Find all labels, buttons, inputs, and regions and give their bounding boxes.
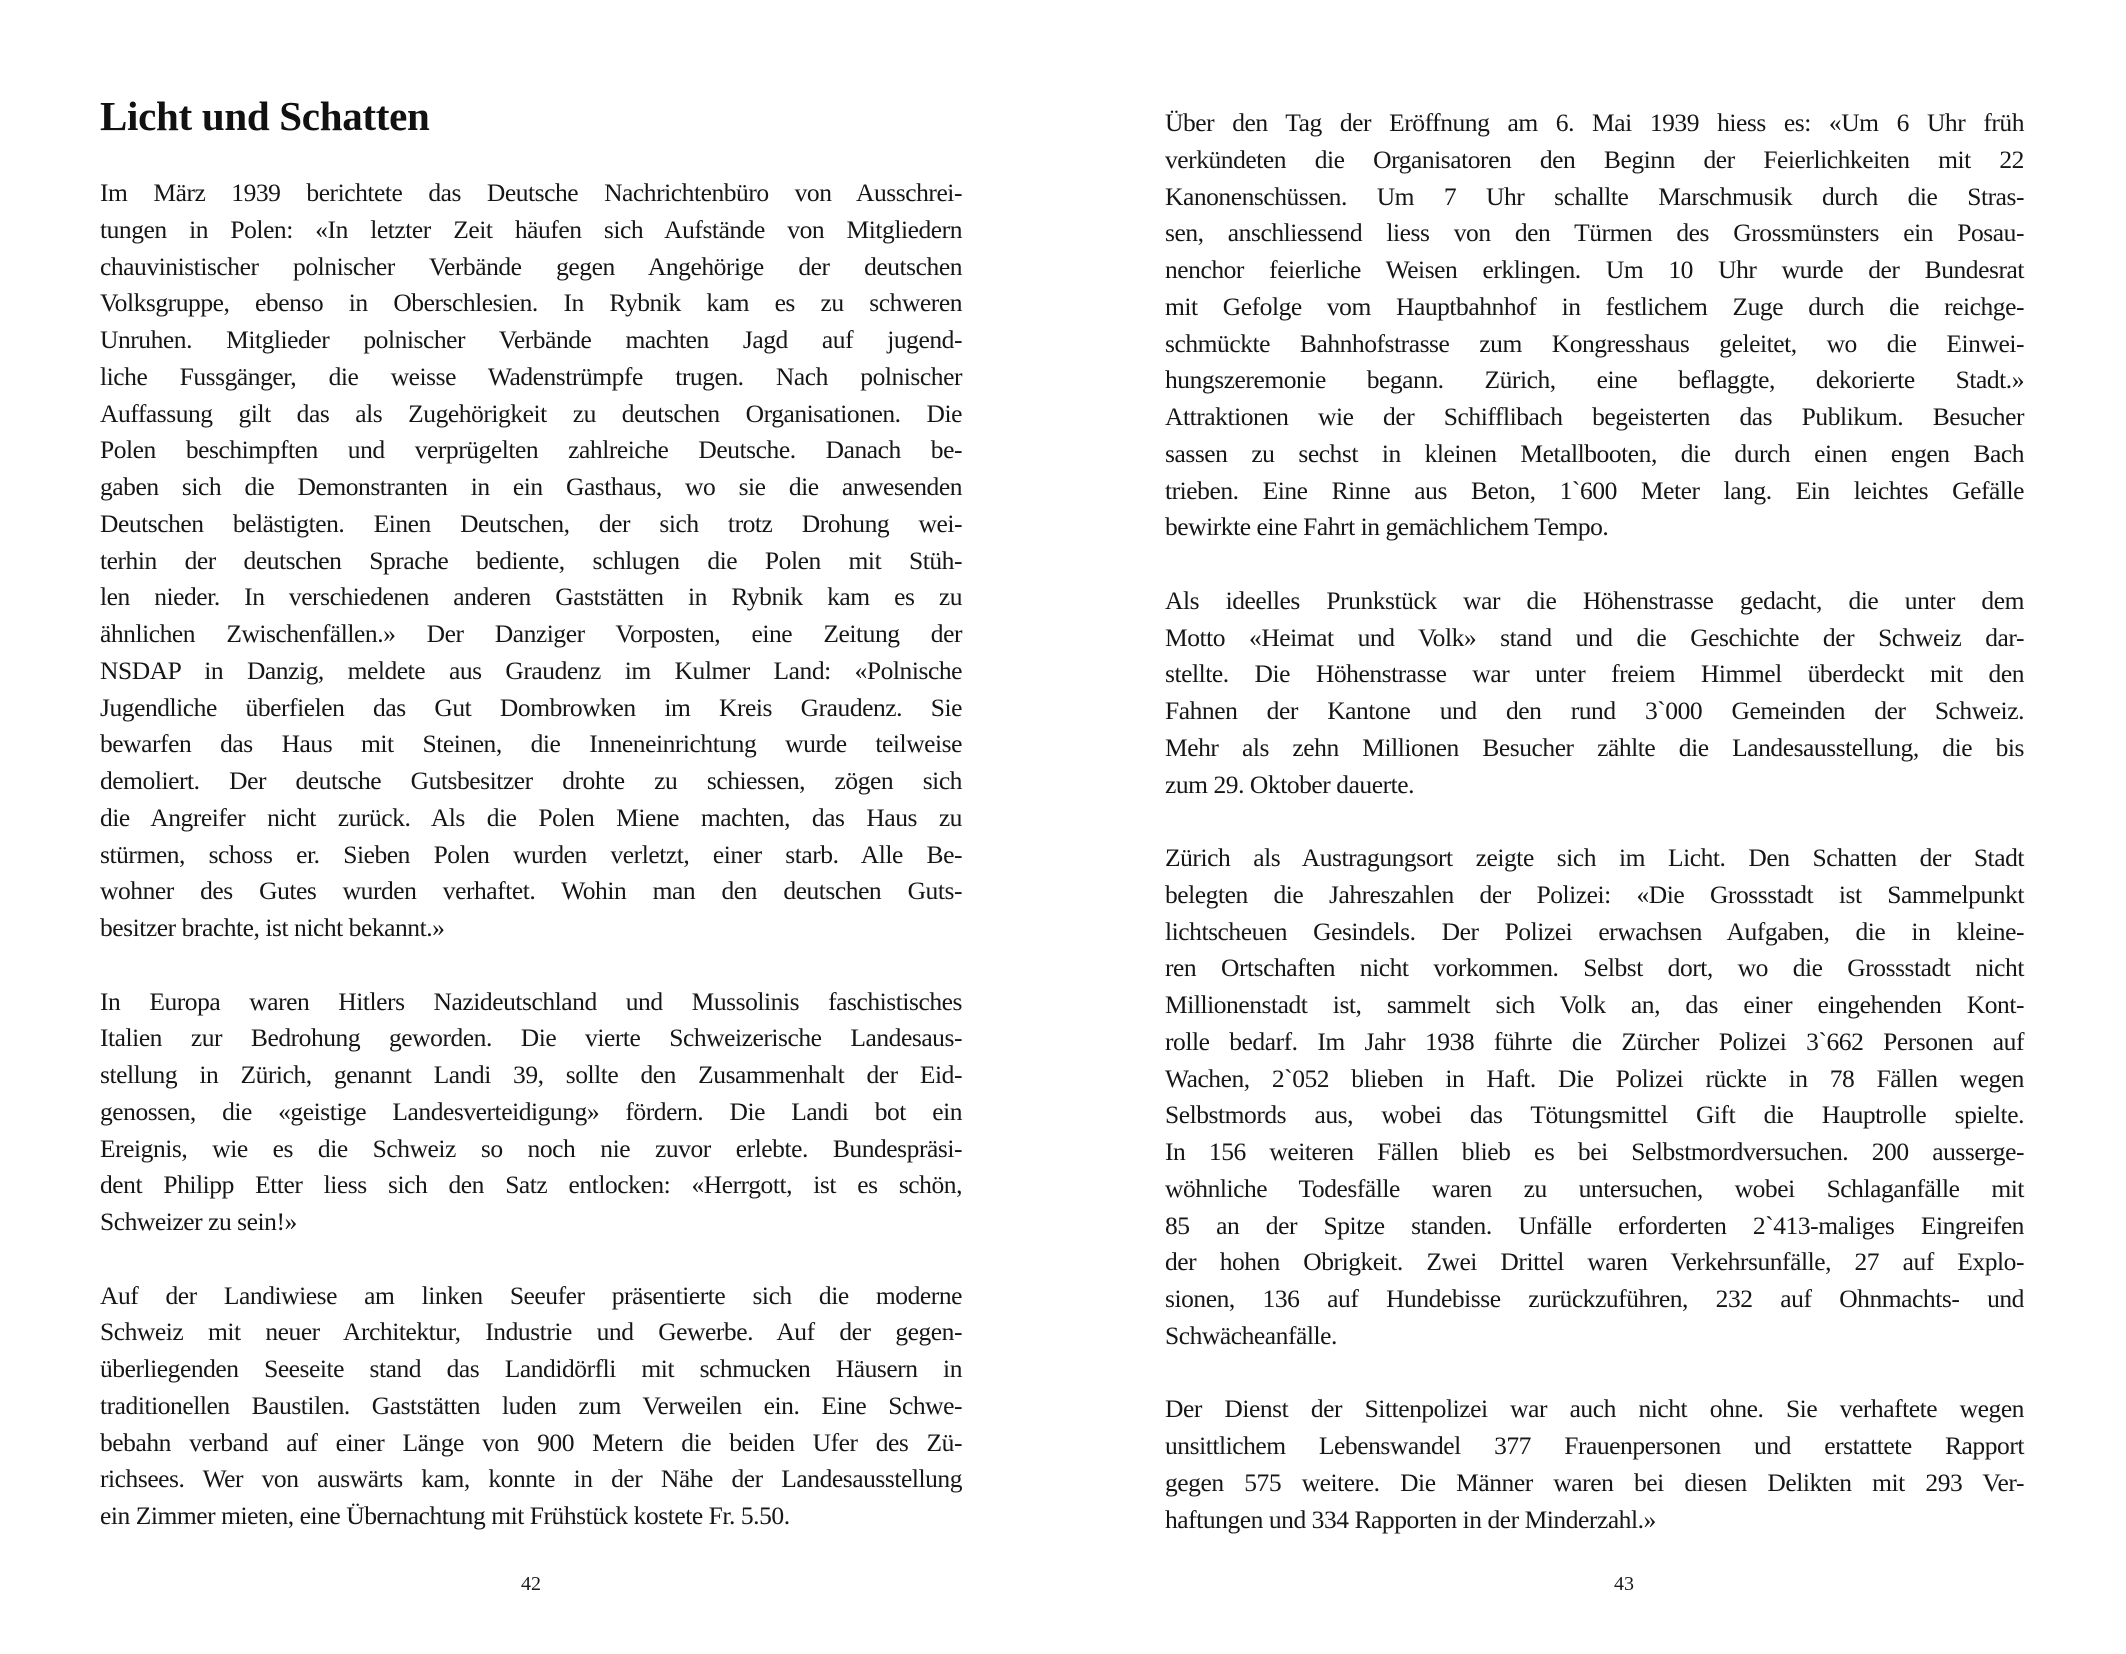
page-number-right: 43 bbox=[1614, 1573, 1634, 1595]
text-line: gaben sich die Demonstranten in ein Gasthaus, wo sie die anwesenden bbox=[100, 472, 962, 501]
text-line: Im März 1939 berichtete das Deutsche Nachrichtenbüro von Ausschrei- bbox=[100, 178, 962, 207]
text-line: nenchor feierliche Weisen erklingen. Um 10 Uhr wurde der Bundesrat bbox=[1165, 255, 2024, 284]
text-line: bebahn verband auf einer Länge von 900 Metern die beiden Ufer des Zü- bbox=[100, 1427, 962, 1457]
text-line: genossen, die «geistige Landesverteidigung» fördern. Die Landi bot ein bbox=[100, 1096, 962, 1126]
text-line: sassen zu sechst in kleinen Metallbooten, die durch einen engen Bach bbox=[1165, 438, 2024, 468]
text-line: dent Philipp Etter liess sich den Satz entlocken: «Herrgott, ist es schön, bbox=[100, 1170, 962, 1200]
text-line: verkündeten die Organisatoren den Beginn der Feierlichkeiten mit 22 bbox=[1165, 144, 2024, 174]
text-line: gegen 575 weitere. Die Männer waren bei diesen Delikten mit 293 Ver- bbox=[1165, 1467, 2024, 1497]
text-line: bewarfen das Haus mit Steinen, die Inneneinrichtung wurde teilweise bbox=[100, 729, 962, 759]
text-line: Schwächeanfälle. bbox=[1165, 1320, 1337, 1350]
text-line: Mehr als zehn Millionen Besucher zählte die Landesausstellung, die bis bbox=[1165, 732, 2024, 762]
text-line: besitzer brachte, ist nicht bekannt.» bbox=[100, 913, 445, 942]
text-line: der hohen Obrigkeit. Zwei Drittel waren Verkehrsunfälle, 27 auf Explo- bbox=[1165, 1247, 2024, 1277]
text-line: Schweiz mit neuer Architektur, Industrie und Gewerbe. Auf der gegen- bbox=[100, 1317, 962, 1347]
text-line: Zürich als Austragungsort zeigte sich im Licht. Den Schatten der Stadt bbox=[1165, 843, 2024, 872]
text-line: Italien zur Bedrohung geworden. Die vierte Schweizerische Landesaus- bbox=[100, 1023, 962, 1053]
text-line: rolle bedarf. Im Jahr 1938 führte die Zürcher Polizei 3`662 Personen auf bbox=[1165, 1026, 2024, 1056]
text-line: NSDAP in Danzig, meldete aus Graudenz im Kulmer Land: «Polnische bbox=[100, 655, 962, 685]
text-line: überliegenden Seeseite stand das Landidörfli mit schmucken Häusern in bbox=[100, 1354, 962, 1383]
text-line: lichtscheuen Gesindels. Der Polizei erwachsen Aufgaben, die in kleine- bbox=[1165, 916, 2024, 946]
text-line: trieben. Eine Rinne aus Beton, 1`600 Meter lang. Ein leichtes Gefälle bbox=[1165, 475, 2024, 505]
text-line: belegten die Jahreszahlen der Polizei: «Die Grossstadt ist Sammelpunkt bbox=[1165, 879, 2024, 909]
text-line: len nieder. In verschiedenen anderen Gaststätten in Rybnik kam es zu bbox=[100, 582, 962, 612]
text-line: sionen, 136 auf Hundebisse zurückzuführen, 232 auf Ohnmachts- und bbox=[1165, 1284, 2024, 1313]
text-line: hungszeremonie begann. Zürich, eine beflaggte, dekorierte Stadt.» bbox=[1165, 365, 2024, 395]
text-line: terhin der deutschen Sprache bediente, schlugen die Polen mit Stüh- bbox=[100, 545, 962, 575]
text-line: mit Gefolge vom Hauptbahnhof in festlichem Zuge durch die reichge- bbox=[1165, 291, 2024, 321]
text-line: Polen beschimpften und verprügelten zahlreiche Deutsche. Danach be- bbox=[100, 435, 962, 465]
text-line: zum 29. Oktober dauerte. bbox=[1165, 769, 1415, 799]
text-line: Millionenstadt ist, sammelt sich Volk an, das einer eingehenden Kont- bbox=[1165, 990, 2024, 1019]
text-line: stellung in Zürich, genannt Landi 39, sollte den Zusammenhalt der Eid- bbox=[100, 1060, 962, 1089]
text-line: In 156 weiteren Fällen blieb es bei Selbstmordversuchen. 200 ausserge- bbox=[1165, 1137, 2024, 1166]
right-page bbox=[1063, 0, 2126, 1654]
text-line: Der Dienst der Sittenpolizei war auch nicht ohne. Sie verhaftete wegen bbox=[1165, 1394, 2024, 1424]
text-line: richsees. Wer von auswärts kam, konnte in der Nähe der Landesausstellung bbox=[100, 1464, 962, 1494]
text-line: tungen in Polen: «In letzter Zeit häufen sich Aufstände von Mitgliedern bbox=[100, 214, 962, 244]
text-line: ein Zimmer mieten, eine Übernachtung mit Frühstück kostete Fr. 5.50. bbox=[100, 1501, 790, 1530]
text-line: stürmen, schoss er. Sieben Polen wurden verletzt, einer starb. Alle Be- bbox=[100, 839, 962, 869]
text-line: liche Fussgänger, die weisse Wadenstrümpfe trugen. Nach polnischer bbox=[100, 361, 962, 391]
text-line: Auf der Landiwiese am linken Seeufer präsentierte sich die moderne bbox=[100, 1280, 962, 1310]
text-line: Deutschen belästigten. Einen Deutschen, der sich trotz Drohung wei- bbox=[100, 508, 962, 538]
text-line: Jugendliche überfielen das Gut Dombrowken im Kreis Graudenz. Sie bbox=[100, 692, 962, 722]
text-line: 85 an der Spitze standen. Unfälle erforderten 2`413-maliges Eingreifen bbox=[1165, 1210, 2024, 1240]
text-line: die Angreifer nicht zurück. Als die Polen Miene machten, das Haus zu bbox=[100, 802, 962, 832]
text-line: Unruhen. Mitglieder polnischer Verbände machten Jagd auf jugend- bbox=[100, 325, 962, 354]
text-line: wohner des Gutes wurden verhaftet. Wohin man den deutschen Guts- bbox=[100, 876, 962, 906]
text-line: Schweizer zu sein!» bbox=[100, 1207, 297, 1236]
text-line: demoliert. Der deutsche Gutsbesitzer drohte zu schiessen, zögen sich bbox=[100, 766, 962, 795]
text-line: wöhnliche Todesfälle waren zu untersuchen, wobei Schlaganfälle mit bbox=[1165, 1173, 2024, 1203]
text-line: traditionellen Baustilen. Gaststätten luden zum Verweilen ein. Eine Schwe- bbox=[100, 1390, 962, 1420]
text-line: Selbstmords aus, wobei das Tötungsmittel Gift die Hauptrolle spielte. bbox=[1165, 1100, 2024, 1130]
text-line: In Europa waren Hitlers Nazideutschland und Mussolinis faschistisches bbox=[100, 986, 962, 1016]
text-line: Attraktionen wie der Schifflibach begeisterten das Publikum. Besucher bbox=[1165, 402, 2024, 431]
text-line: Auffassung gilt das als Zugehörigkeit zu deutschen Organisationen. Die bbox=[100, 398, 962, 428]
text-line: Fahnen der Kantone und den rund 3`000 Gemeinden der Schweiz. bbox=[1165, 696, 2024, 725]
page-number-left: 42 bbox=[521, 1573, 541, 1595]
text-line: schmückte Bahnhofstrasse zum Kongresshaus geleitet, wo die Einwei- bbox=[1165, 328, 2024, 358]
chapter-title: Licht und Schatten bbox=[100, 93, 430, 139]
text-line: ren Ortschaften nicht vorkommen. Selbst dort, wo die Grossstadt nicht bbox=[1165, 953, 2024, 983]
text-line: Wachen, 2`052 blieben in Haft. Die Polizei rückte in 78 Fällen wegen bbox=[1165, 1063, 2024, 1093]
text-line: chauvinistischer polnischer Verbände gegen Angehörige der deutschen bbox=[100, 251, 962, 281]
text-line: stellte. Die Höhenstrasse war unter freiem Himmel überdeckt mit den bbox=[1165, 659, 2024, 689]
text-line: Ereignis, wie es die Schweiz so noch nie zuvor erlebte. Bundespräsi- bbox=[100, 1133, 962, 1163]
text-line: Als ideelles Prunkstück war die Höhenstrasse gedacht, die unter dem bbox=[1165, 585, 2024, 615]
text-line: Kanonenschüssen. Um 7 Uhr schallte Marschmusik durch die Stras- bbox=[1165, 181, 2024, 211]
text-line: ähnlichen Zwischenfällen.» Der Danziger Vorposten, eine Zeitung der bbox=[100, 619, 962, 648]
text-line: unsittlichem Lebenswandel 377 Frauenpersonen und erstattete Rapport bbox=[1165, 1431, 2024, 1460]
text-line: Motto «Heimat und Volk» stand und die Geschichte der Schweiz dar- bbox=[1165, 622, 2024, 652]
text-line: Über den Tag der Eröffnung am 6. Mai 1939 hiess es: «Um 6 Uhr früh bbox=[1165, 108, 2024, 137]
text-line: Volksgruppe, ebenso in Oberschlesien. In Rybnik kam es zu schweren bbox=[100, 288, 962, 318]
text-line: haftungen und 334 Rapporten in der Minderzahl.» bbox=[1165, 1504, 1656, 1534]
text-line: sen, anschliessend liess von den Türmen des Grossmünsters ein Posau- bbox=[1165, 218, 2024, 248]
text-line: bewirkte eine Fahrt in gemächlichem Tempo. bbox=[1165, 512, 1609, 542]
